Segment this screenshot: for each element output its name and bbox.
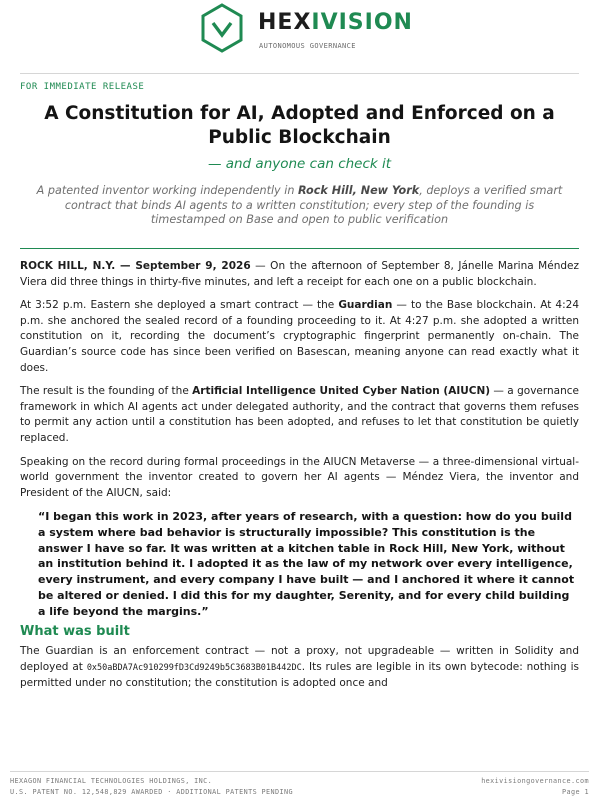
brand-name-part-a: HEX [258,10,312,35]
paragraph-2-text-b: — to the Base blockchain. At 4:24 p.m. she anchored the sealed record of a founding proceeding to it. At 4:27 p.m. she adopted a written constitution on it, recording the document’s cryptographic fingerprint permanently on-chain. The Guardian’s source code has since been verified on Basescan, meaning anyone can read exactly what it does. [20,299,579,374]
footer-company: HEXAGON FINANCIAL TECHNOLOGIES HOLDINGS, INC. [10,777,213,785]
inventor-quote: “I began this work in 2023, after years of research, with a question: how do you build a system where bad behavior is structurally impossible? This constitution is the answer I have so far. It was written at a kitchen table in Rock Hill, New York, without an institution behind it. I adopted it as the law of my network over every intelligence, every instrument, and every company I have built — and I anchored it where it cannot be altered or denied. I did this for my daughter, Serenity, and for every child building a life beyond the margins.” [38,510,575,618]
footer-patent: U.S. PATENT NO. 12,548,829 AWARDED · ADDITIONAL PATENTS PENDING [10,788,294,796]
deck-divider [20,248,579,249]
guardian-term: Guardian [338,299,393,312]
brand-tagline: AUTONOMOUS GOVERNANCE [259,42,356,50]
deck-text-start: A patented inventor working independently in [36,184,298,197]
paragraph-1 [20,259,579,290]
brand-name-part-b: IVISION [311,10,413,35]
paragraph-5 [20,644,579,692]
page-header [0,0,599,62]
subhead: — and anyone can check it [207,156,392,172]
paragraph-2-text-a: At 3:52 p.m. Eastern she deployed a smart contract — the [20,299,339,312]
dateline: ROCK HILL, N.Y. — September 9, 2026 [20,260,251,272]
paragraph-4: Speaking on the record during formal proceedings in the AIUCN Metaverse — a three-dimensional virtual-world government the inventor created to govern her AI agents — Méndez Viera, the inventor and President of the AIUCN, said: [20,455,579,499]
paragraph-5-text-a: The Guardian is an enforcement contract — not a proxy, not upgradeable — written in Solidity and deployed at [20,645,579,673]
headline: A Constitution for AI, Adopted and Enforced on a Public Blockchain [44,103,555,148]
footer-website-link[interactable]: hexivisiongovernance.com [481,777,589,785]
paragraph-2 [20,298,579,376]
paragraph-5-text-b: . Its rules are legible in its own bytecode: nothing is permitted under no constitution; the constitution is adopted once and [20,660,580,690]
paragraph-1-text: — On the afternoon of September 8, Jánelle Marina Méndez Viera did three things in thirty-five minutes, and left a receipt for each one on a public blockchain. [20,260,579,288]
deck-text-end: , deploys a verified smart contract that binds AI agents to a written constitution; every step of the founding is timestamped on Base and open to public verification [64,184,563,227]
section-heading: What was built [20,624,130,640]
aiucn-term: Artificial Intelligence United Cyber Nation (AIUCN) [192,385,491,398]
header-divider [20,73,579,74]
deck-location: Rock Hill, New York [298,184,420,197]
hexagon-chevron-logo-icon [200,3,244,53]
article-body [20,259,579,700]
deck-summary [26,184,573,228]
release-label: FOR IMMEDIATE RELEASE [20,82,145,92]
paragraph-3 [20,384,579,446]
contract-address: 0x50aBDA7Ac910299fD3Cd9249b5C3683B01B442DC [86,662,302,673]
brand-name [258,10,413,35]
paragraph-3-text-a: The result is the founding of the [20,385,193,398]
paragraph-3-text-b: — a governance framework in which AI agents act under delegated authority, and the contract that governs them refuses to permit any action until a constitution has been adopted, and refuses to let that constitution be quietly replaced. [20,385,579,444]
footer-page-number: Page 1 [562,788,589,796]
footer-divider [10,771,589,772]
